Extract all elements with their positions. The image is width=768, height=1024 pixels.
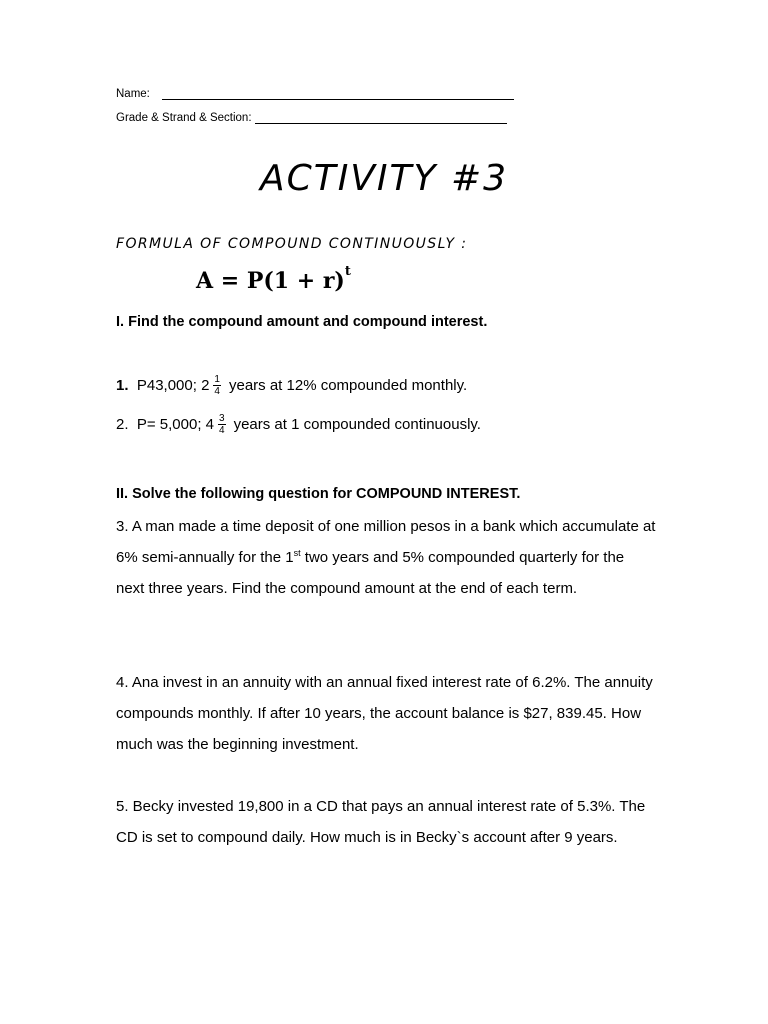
problem-3-text-b: two years and 5% compounded quarterly for the next three years. Find the compound amount at the end of each term. bbox=[116, 549, 625, 597]
problem-1-fraction bbox=[213, 374, 221, 397]
name-blank-line[interactable] bbox=[162, 89, 514, 100]
part2-heading: II. Solve the following question for COMPOUND INTEREST. bbox=[116, 486, 521, 502]
fraction-numerator: 3 bbox=[219, 413, 225, 424]
fraction-numerator: 1 bbox=[214, 374, 220, 385]
problem-2-text-after: years at 1 compounded continuously. bbox=[233, 416, 481, 433]
fraction-denominator: 4 bbox=[214, 386, 220, 397]
problem-4: 4. Ana invest in an annuity with an annual fixed interest rate of 6.2%. The annuity compounds monthly. If after 10 years, the account balance is $27, 839.45. How much was the beginning investment. bbox=[116, 674, 653, 753]
problem-1-text-after: years at 12% compounded monthly. bbox=[228, 377, 468, 394]
section-label: Grade & Strand & Section: bbox=[116, 112, 252, 124]
problem-1-text-before: P43,000; 2 bbox=[136, 377, 210, 394]
problem-1 bbox=[116, 374, 467, 397]
problem-3 bbox=[116, 511, 656, 604]
problem-2-text-before: P= 5,000; 4 bbox=[136, 416, 215, 433]
ordinal-suffix: st bbox=[293, 548, 301, 558]
name-field bbox=[116, 88, 514, 100]
section-field bbox=[116, 112, 507, 124]
problem-3-text-a: 3. A man made a time deposit of one million pesos in a bank which accumulate at 6% semi-annually for the 1 bbox=[116, 518, 656, 566]
problem-2-fraction bbox=[218, 413, 226, 436]
formula-heading: FORMULA OF COMPOUND CONTINUOUSLY : bbox=[116, 236, 468, 252]
formula-base: A = P(1 + r) bbox=[196, 268, 345, 294]
formula-exponent: t bbox=[344, 264, 351, 279]
problem-1-number: 1. bbox=[116, 377, 129, 394]
problem-2-number: 2. bbox=[116, 416, 129, 433]
problem-5: 5. Becky invested 19,800 in a CD that pays an annual interest rate of 5.3%. The CD is set to compound daily. How much is in Becky`s account after 9 years. bbox=[116, 798, 646, 846]
section-blank-line[interactable] bbox=[255, 113, 507, 124]
compound-formula bbox=[196, 264, 351, 294]
part1-heading: I. Find the compound amount and compound interest. bbox=[116, 314, 488, 330]
name-label: Name: bbox=[116, 88, 150, 100]
problem-2 bbox=[116, 413, 481, 436]
fraction-denominator: 4 bbox=[219, 425, 225, 436]
activity-title: ACTIVITY #3 bbox=[259, 158, 509, 199]
